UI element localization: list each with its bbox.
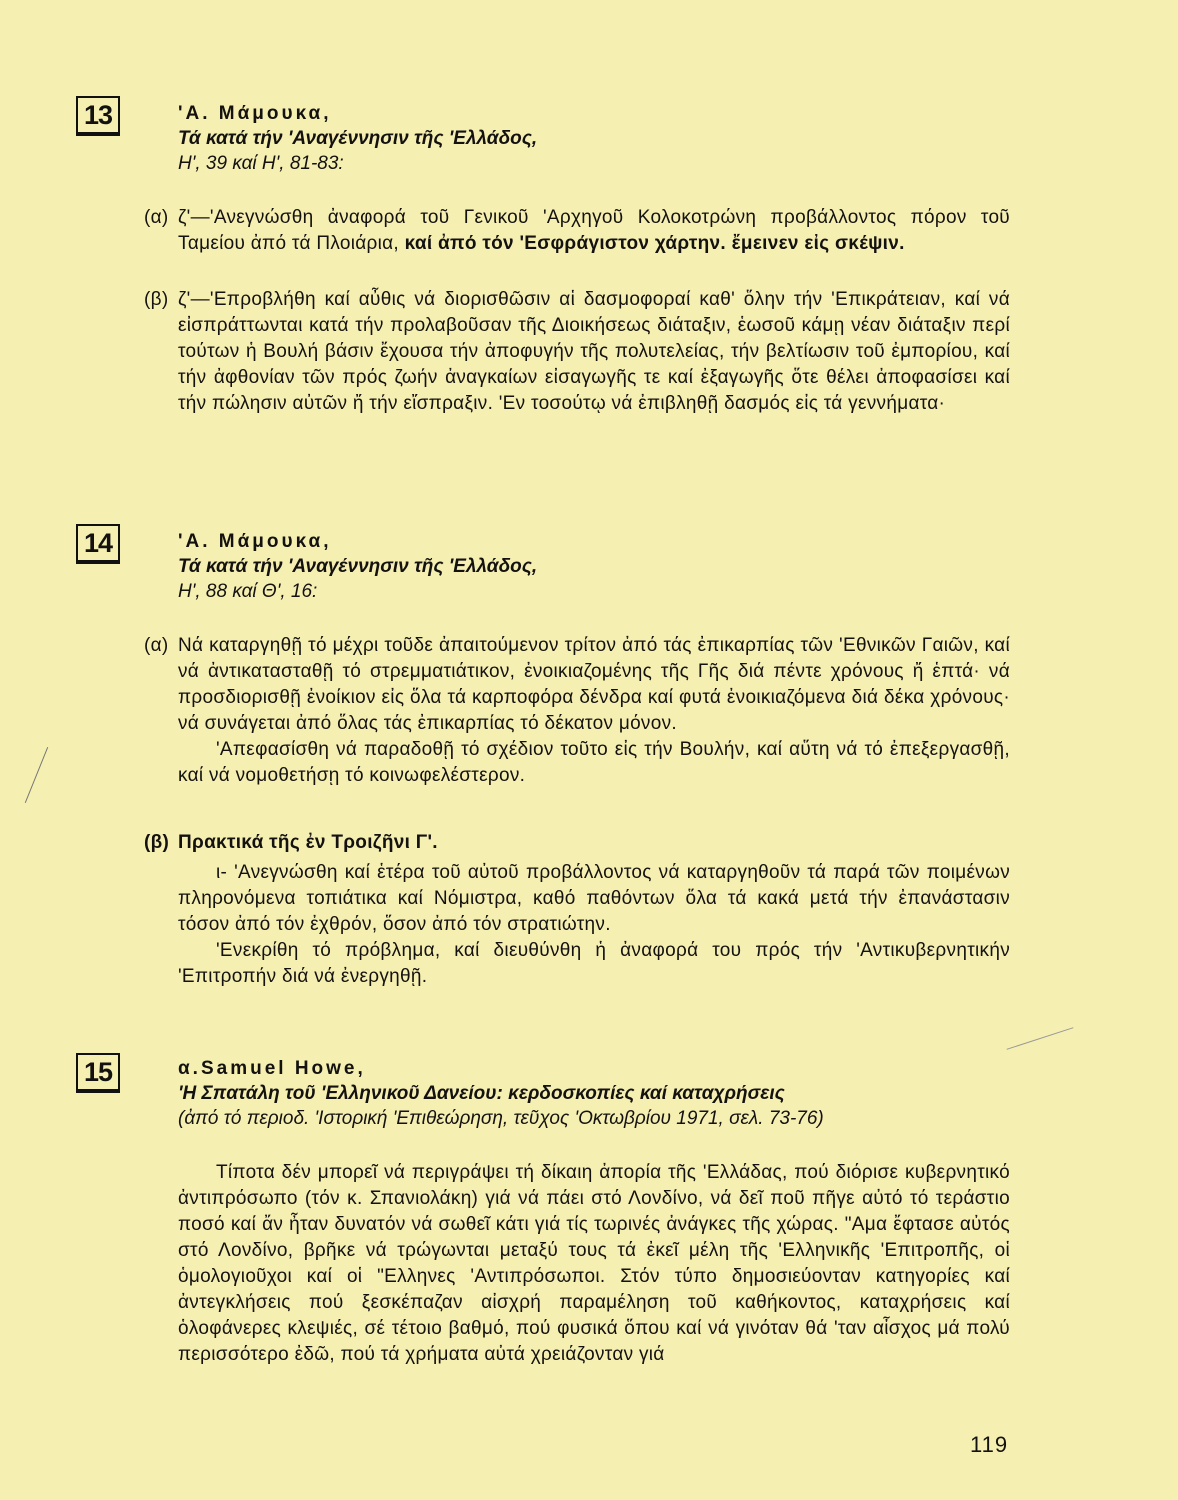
source-reference: Η', 88 καί Θ', 16: xyxy=(178,581,318,602)
paragraph xyxy=(144,633,1010,789)
source-title: Τά κατά τήν 'Αναγέννησιν τῆς 'Ελλάδος, xyxy=(178,128,538,149)
source-title: 'Η Σπατάλη τοῦ 'Ελληνικοῦ Δανείου: κερδοσκοπίες καί καταχρήσεις xyxy=(178,1083,785,1104)
section-header xyxy=(178,529,537,604)
paragraph xyxy=(144,287,1010,417)
item-label: (α) xyxy=(144,635,169,656)
section-number: 13 xyxy=(76,96,120,134)
paragraph-text: Τίποτα δέν μπορεῖ νά περιγράψει τή δίκαιη ἀπορία τῆς 'Ελλάδας, πού διόρισε κυβερνητικό ἀντιπρόσωπο (τόν κ. Σπανιολάκη) γιά νά πάει στό Λονδίνο, νά δεῖ ποῦ πῆγε αὐτό τό τεράστιο ποσό καί ἄν ἦταν δυνατόν νά σωθεῖ κάτι γιά τίς τωρινές ἀνάγκες τῆς χώρας. "Αμα ἔφτασε αὐτός στό Λονδίνο, βρῆκε νά τρώγωνται μεταξύ τους τά ἐκεῖ μέλη τῆς 'Ελληνικῆς 'Επιτροπῆς, οἱ ὁμολογιοῦχοι καί οἱ "Ελληνες 'Αντιπρόσωποι. Στόν τύπο δημοσιεύονταν κατηγορίες καί ἀντεγκλήσεις πού ξεσκέπαζαν αἰσχρή παραμέληση τοῦ καθήκοντος, καταχρήσεις καί ὁλοφάνερες κλεψιές, σέ τέτοιο βαθμό, πού φυσικά ὅπου καί νά γινόταν θά 'ταν αἶσχος μά πολύ περισσότερο ἐδῶ, πού τά χρήματα αὐτά χρειάζονταν γιά xyxy=(178,1162,1010,1365)
paragraph xyxy=(144,205,1010,257)
pencil-mark xyxy=(25,747,48,803)
section-number: 15 xyxy=(76,1053,120,1091)
source-reference: Η', 39 καί Η', 81-83: xyxy=(178,153,344,174)
author: 'Α. Μάμουκα, xyxy=(178,531,332,552)
author: 'Α. Μάμουκα, xyxy=(178,103,332,124)
subheading: Πρακτικά τῆς ἐν Τροιζῆνι Γ'. xyxy=(178,832,438,853)
source-reference: (ἀπό τό περιοδ. 'Ιστορική 'Επιθεώρηση, τεῦχος 'Οκτωβρίου 1971, σελ. 73-76) xyxy=(178,1108,824,1129)
section-header xyxy=(178,1056,1028,1131)
item-label: (α) xyxy=(144,207,169,228)
paragraph-text: 'Απεφασίσθη νά παραδοθῇ τό σχέδιον τοῦτο εἰς τήν Βουλήν, καί αὕτη νά τό ἐπεξεργασθῇ, καί νά νομοθετήσῃ τό κοινωφελέστερον. xyxy=(178,739,1010,786)
author: α.Samuel Howe, xyxy=(178,1058,366,1079)
paragraph-bold-text: καί ἀπό τόν 'Εσφράγιστον χάρτην. ἔμεινεν εἰς σκέψιν. xyxy=(404,233,905,254)
item-label: (β) xyxy=(144,832,170,853)
paragraph-text: ζ'—'Επροβλήθη καί αὖθις νά διορισθῶσιν αἱ δασμοφοραί καθ' ὅλην τήν 'Επικράτειαν, καί νά εἰσπράττωνται κατά τήν προλαβοῦσαν τῆς Διοικήσεως διάταξιν, ἑωσοῦ κάμῃ νέαν διάταξιν περί τούτων ἡ Βουλή βάσιν ἔχουσα τήν ἀποφυγήν τῆς πολυτελείας, τήν βελτίωσιν τοῦ ἐμπορίου, καί τήν ἀφθονίαν τῶν πρός ζωήν ἀναγκαίων εἰσαγωγῆς τε καί ἐξαγωγῆς ὅτε θέλει ἀποφασίσει καί τήν πώλησιν αὐτῶν ἤ τήν εἴσπραξιν. 'Εν τοσούτῳ νά ἐπιβληθῇ δασμός εἰς τά γεννήματα· xyxy=(178,289,1010,414)
paragraph xyxy=(144,830,1010,990)
paragraph-text: ι- 'Ανεγνώσθη καί ἑτέρα τοῦ αὐτοῦ προβάλλοντος νά καταργηθοῦν τά παρά τῶν ποιμένων πληρονόμενα τοπιάτικα καί Νόμιστρα, καθό παθόντων ὅλα τά κακά μετά τήν ἐπανάστασιν τόσον ἀπό τόν ἐχθρόν, ὅσον ἀπό τόν στρατιώτην. xyxy=(178,862,1010,935)
section-number: 14 xyxy=(76,524,120,562)
pencil-mark xyxy=(1007,1027,1074,1050)
paragraph-text: Νά καταργηθῇ τό μέχρι τοῦδε ἀπαιτούμενον τρίτον ἀπό τάς ἐπικαρπίας τῶν 'Εθνικῶν Γαιῶν, καί νά ἀντικατασταθῇ τό στρεμματιάτικον, ἐνοικιαζομένης τῆς Γῆς διά πέντε χρόνους ἤ ἑπτά· νά προσδιορισθῇ ἐνοίκιον εἰς ὅλα τά καρποφόρα δένδρα καί φυτά ἐνοικιαζόμενα διά δέκα χρόνους· νά συνάγεται ἀπό ὅλας τάς ἐπικαρπίας τό δέκατον μόνον. xyxy=(178,635,1010,734)
paragraph-text: ζ'—'Ανεγνώσθη ἀναφορά τοῦ Γενικοῦ 'Αρχηγοῦ Κολοκοτρώνη προβάλλοντος πόρον τοῦ Ταμείου ἀπό τά Πλοιάρια, xyxy=(178,207,1010,254)
page-number: 119 xyxy=(970,1432,1009,1457)
section-header xyxy=(178,101,537,176)
paragraph xyxy=(178,1160,1010,1368)
source-title: Τά κατά τήν 'Αναγέννησιν τῆς 'Ελλάδος, xyxy=(178,556,538,577)
item-label: (β) xyxy=(144,289,169,310)
paragraph-text: 'Ενεκρίθη τό πρόβλημα, καί διευθύνθη ἡ ἀναφορά του πρός τήν 'Αντικυβερνητικήν 'Επιτροπήν διά νά ἐνεργηθῇ. xyxy=(178,940,1010,987)
